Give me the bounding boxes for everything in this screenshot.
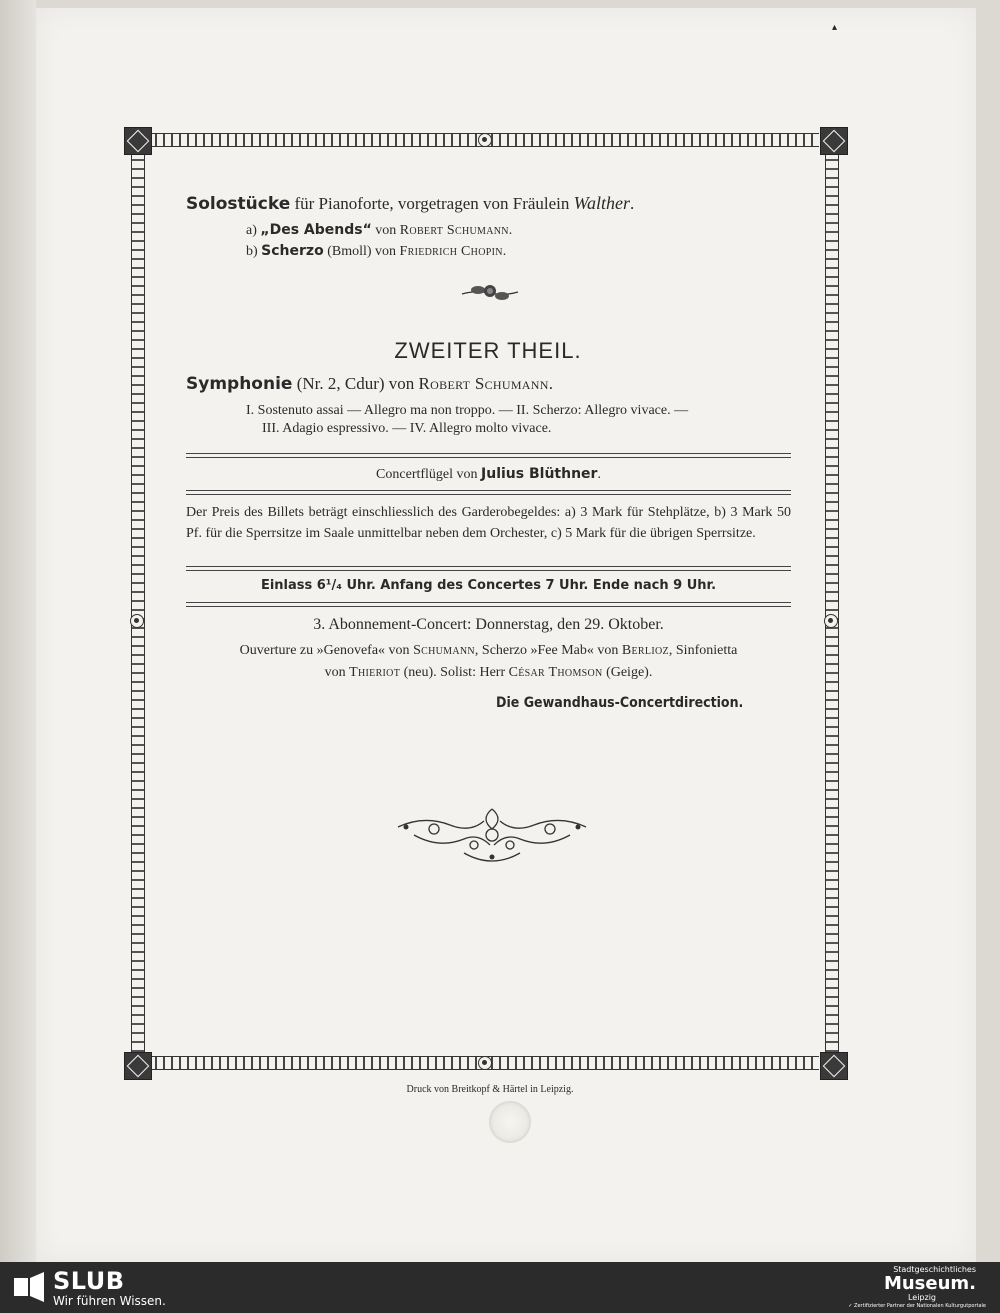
movements-line-2: III. Adagio espressivo. — IV. Allegro molto vivace. bbox=[262, 421, 552, 436]
times-line: Einlass 6¹/₄ Uhr. Anfang des Concertes 7 Uhr. Ende nach 9 Uhr. bbox=[260, 578, 717, 593]
composer-name: Thieriot bbox=[349, 665, 401, 680]
item-key: (Bmoll) von bbox=[323, 244, 400, 259]
double-rule bbox=[186, 602, 791, 607]
frame-corner-icon bbox=[124, 127, 152, 155]
item-by: von bbox=[371, 223, 400, 238]
composer-name: Berlioz bbox=[621, 643, 669, 658]
double-rule bbox=[186, 490, 791, 495]
library-name[interactable]: SLUB bbox=[53, 1267, 125, 1295]
paper-left-edge bbox=[0, 0, 36, 1262]
frame-corner-icon bbox=[820, 127, 848, 155]
part-two-heading bbox=[0, 338, 1000, 364]
embossed-seal-icon bbox=[489, 1101, 531, 1143]
text-part: (neu). Solist: Herr bbox=[400, 665, 509, 680]
imprint-text: Druck von Breitkopf & Härtel in Leipzig. bbox=[406, 1084, 574, 1095]
frame-medallion-icon bbox=[478, 133, 492, 147]
text-part: (Geige). bbox=[602, 665, 653, 680]
item-end: . bbox=[502, 244, 507, 259]
partner-city: Leipzig bbox=[907, 1293, 936, 1302]
footer-bar bbox=[0, 1262, 1000, 1313]
soloist-name: César Thomson bbox=[508, 665, 603, 680]
symphony-end: . bbox=[548, 374, 553, 393]
partner-top: Stadtgeschichtliches bbox=[893, 1265, 976, 1274]
frame-corner-icon bbox=[124, 1052, 152, 1080]
double-rule bbox=[186, 566, 791, 571]
piano-note bbox=[186, 466, 791, 483]
movements-line-1: I. Sostenuto assai — Allegro ma non troppo. — II. Scherzo: Allegro vivace. — bbox=[246, 403, 689, 418]
double-rule bbox=[186, 453, 791, 458]
part-two-heading-text: ZWEITER THEIL. bbox=[394, 338, 582, 363]
next-concert-line-1 bbox=[186, 643, 791, 659]
rose-ornament-icon bbox=[460, 280, 520, 304]
frame-medallion-icon bbox=[130, 614, 144, 628]
frame-corner-icon bbox=[820, 1052, 848, 1080]
next-concert-line-2 bbox=[186, 665, 791, 681]
flourish-ornament-icon bbox=[394, 805, 590, 867]
piano-maker: Julius Blüthner bbox=[481, 466, 598, 482]
price-paragraph: Der Preis des Billets beträgt einschliesslich des Garderobegeldes: a) 3 Mark für Stehplätze, b) 3 Mark 50 Pf. für die Sperrsitze im Saale unmittelbar neben dem Orchester, c) 5 Mark für die übrigen Sperrsitze. bbox=[186, 505, 791, 541]
imprint bbox=[0, 1084, 1000, 1095]
solo-performer: Walther bbox=[573, 193, 630, 213]
solo-text: für Pianoforte, vorgetragen von Fräulein bbox=[290, 194, 574, 213]
composer-name: Schumann bbox=[413, 643, 475, 658]
frame-right-bar bbox=[825, 155, 839, 1054]
text-part: , Sinfonietta bbox=[668, 643, 738, 658]
slub-logo-icon[interactable] bbox=[14, 1272, 44, 1302]
item-title: „Des Abends“ bbox=[260, 222, 372, 238]
solo-end: . bbox=[630, 194, 635, 213]
symphony-title: Symphonie bbox=[186, 374, 293, 394]
text-part: , Scherzo »Fee Mab« von bbox=[474, 643, 622, 658]
item-title: Scherzo bbox=[261, 243, 324, 259]
symphony-line bbox=[186, 374, 553, 394]
partner-cert: ✓ Zertifizierter Partner der Nationalen Kulturgutportale bbox=[848, 1303, 986, 1309]
frame-medallion-icon bbox=[478, 1056, 492, 1070]
item-composer: Friedrich Chopin bbox=[399, 244, 503, 259]
piano-note-prefix: Concertflügel von bbox=[376, 467, 482, 482]
text-part: von bbox=[324, 665, 350, 680]
item-end: . bbox=[508, 223, 513, 238]
partner-name[interactable]: Museum. bbox=[883, 1273, 976, 1294]
next-concert-heading: 3. Abonnement-Concert: Donnerstag, den 29. Oktober. bbox=[313, 616, 664, 633]
solo-item-b bbox=[246, 243, 506, 260]
symphony-text: (Nr. 2, Cdur) von bbox=[292, 374, 419, 393]
item-composer: Robert Schumann bbox=[399, 223, 509, 238]
solo-title: Solostücke bbox=[186, 194, 291, 214]
frame-medallion-icon bbox=[824, 614, 838, 628]
solo-item-a bbox=[246, 222, 512, 239]
corner-mark: ▴ bbox=[832, 22, 838, 33]
signature: Die Gewandhaus-Concertdirection. bbox=[496, 695, 744, 711]
piano-note-end: . bbox=[597, 467, 601, 482]
item-prefix: a) bbox=[246, 223, 261, 238]
frame-left-bar bbox=[131, 155, 145, 1054]
library-tagline: Wir führen Wissen. bbox=[53, 1294, 166, 1308]
solo-pieces-line bbox=[186, 193, 634, 214]
text-part: Ouverture zu »Genovefa« von bbox=[239, 643, 414, 658]
symphony-composer: Robert Schumann bbox=[418, 374, 549, 393]
item-prefix: b) bbox=[246, 244, 262, 259]
